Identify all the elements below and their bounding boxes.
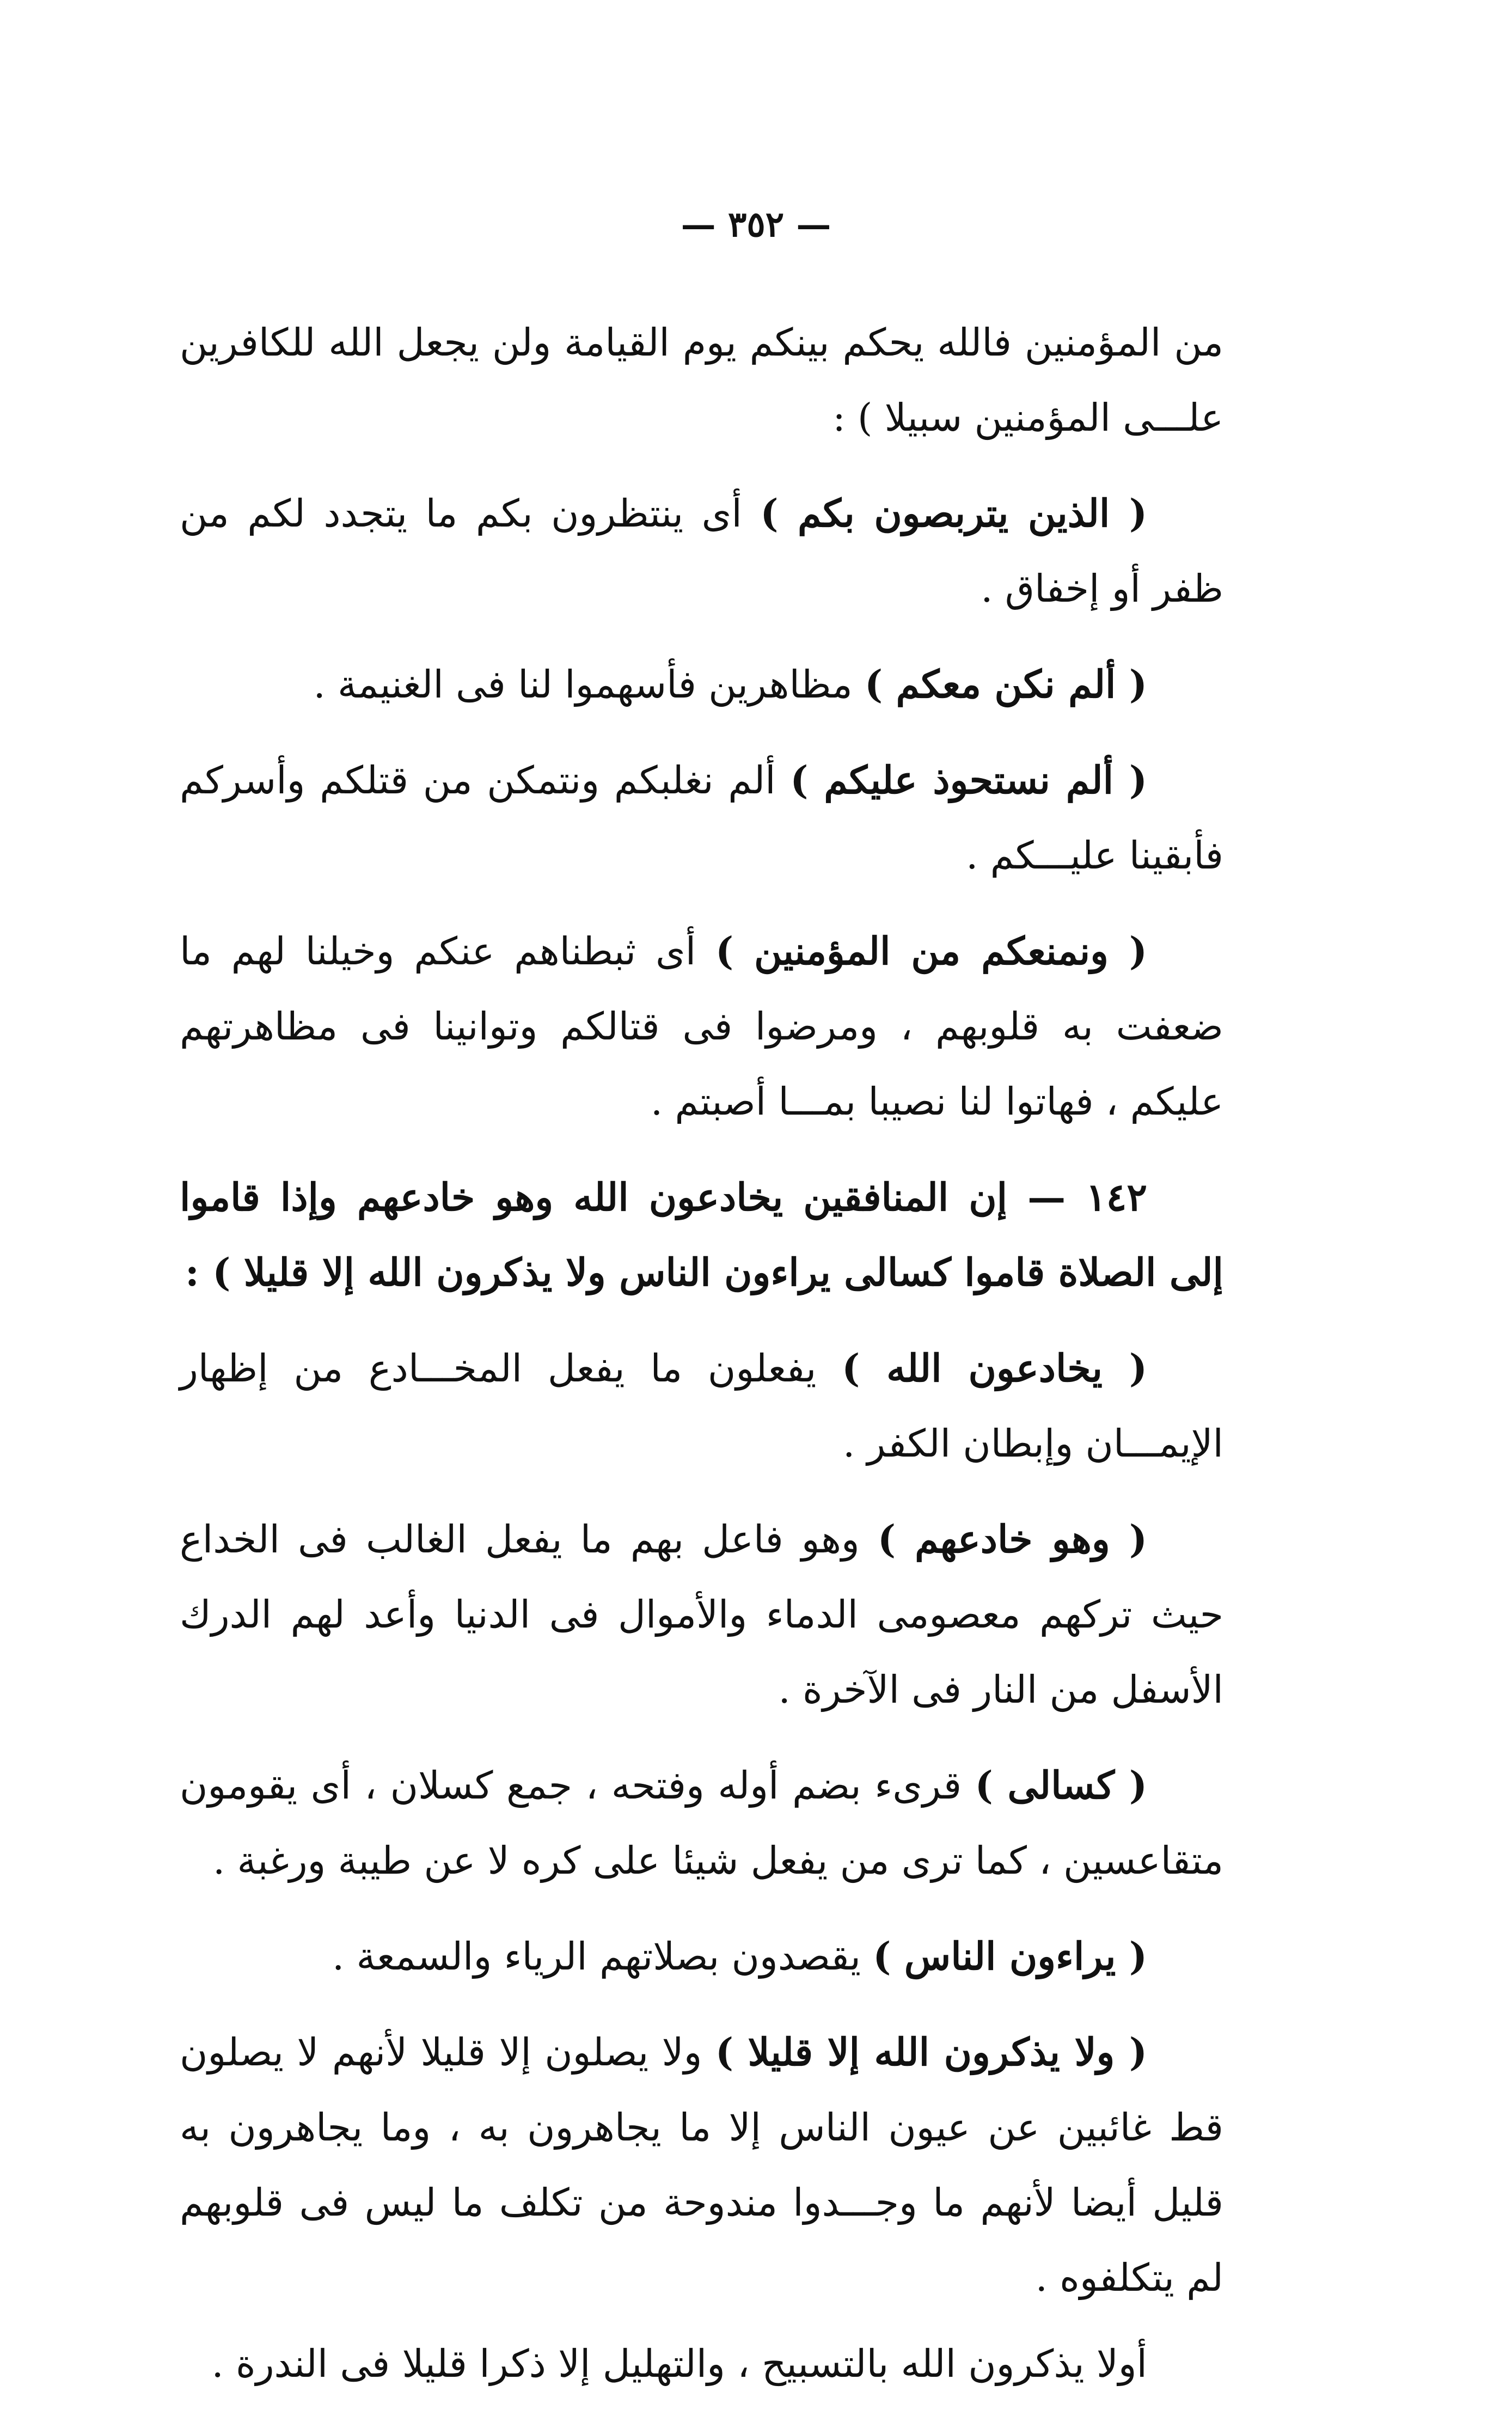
- paragraph: [180, 1331, 1223, 1481]
- paragraph-text: قرىء بضم أوله وفتحه ، جمع كسلان ، أى يقومون متقاعسين ، كما ترى من يفعل شيئا على كره لا عن طيبة ورغبة .: [180, 1763, 1223, 1883]
- paragraph-lead: ( يخادعون الله ): [842, 1345, 1147, 1391]
- paragraph: [180, 305, 1223, 455]
- paragraph-text: يفعلون ما يفعل المخـــادع من إظهار الإيمـــان وإبطان الكفر .: [180, 1346, 1223, 1466]
- paragraph-lead: ( يراءون الناس ): [873, 1934, 1147, 1979]
- paragraph: [180, 1502, 1223, 1727]
- paragraph-text: مظاهرين فأسهموا لنا فى الغنيمة .: [313, 662, 865, 707]
- verse-paragraph: [180, 1160, 1223, 1310]
- verse-lead: ١٤٢ — إن المنافقين يخادعون الله وهو خادعهم وإذا قاموا إلى الصلاة: [180, 1175, 1223, 1295]
- paragraph-text: ألم نغلبكم ونتمكن من قتلكم وأسركم فأبقينا عليـــكم .: [180, 758, 1223, 878]
- paragraph: [180, 2326, 1223, 2401]
- page-number: — ٣٥٢ —: [681, 204, 831, 245]
- paragraph: [180, 1919, 1223, 1994]
- paragraph-text: أولا يذكرون الله بالتسبيح ، والتهليل إلا ذكرا قليلا فى الندرة .: [211, 2341, 1147, 2386]
- paragraph-lead: ( كسالى ): [975, 1763, 1147, 1808]
- paragraph: [180, 1748, 1223, 1898]
- paragraph-lead: ( ألم نستحوذ عليكم ): [790, 757, 1147, 803]
- paragraph-lead: ( الذين يتربصون بكم ): [760, 491, 1148, 536]
- paragraph: [180, 2015, 1223, 2315]
- paragraph-text: أى ينتظرون بكم ما يتجدد لكم من ظفر أو إخفاق .: [180, 491, 1223, 611]
- paragraph-lead: ( ونمنعكم من المؤمنين ): [715, 928, 1148, 974]
- verse-text: قاموا كسالى يراءون الناس ولا يذكرون الله إلا قليلا ) :: [185, 1250, 1058, 1295]
- paragraph-text: وهو فاعل بهم ما يفعل الغالب فى الخداع حيث تركهم معصومى الدماء والأموال فى الدنيا وأعد لهم الدرك الأسفل من النار فى الآخرة .: [180, 1517, 1223, 1712]
- paragraph-lead: ( ألم نكن معكم ): [864, 662, 1147, 707]
- paragraph-text: ولا يصلون إلا قليلا لأنهم لا يصلون قط غائبين عن عيون الناس إلا ما يجاهرون به ، وما يجاهرون به قليل أيضا لأنهم ما وجـــدوا مندوحة من تكلف ما ليس فى قلوبهم لم يتكلفوه .: [180, 2030, 1223, 2300]
- paragraph-lead: ( وهو خادعهم ): [877, 1516, 1147, 1562]
- paragraph-text: أى ثبطناهم عنكم وخيلنا لهم ما ضعفت به قلوبهم ، ومرضوا فى قتالكم وتوانينا فى مظاهرتهم عليكم ، فهاتوا لنا نصيبا بمـــا أصبتم .: [180, 929, 1223, 1124]
- paragraph: [180, 743, 1223, 893]
- paragraph: [180, 647, 1223, 722]
- paragraph-text: يقصدون بصلاتهم الرياء والسمعة .: [332, 1934, 873, 1979]
- body-text: [180, 305, 1223, 2422]
- paragraph-lead: ( ولا يذكرون الله إلا قليلا ): [715, 2029, 1147, 2075]
- paragraph: [180, 476, 1223, 626]
- paragraph-text: من المؤمنين فالله يحكم بينكم يوم القيامة ولن يجعل الله للكافرين علـــى المؤمنين سبيلا ) :: [180, 320, 1223, 440]
- paragraph: [180, 914, 1223, 1139]
